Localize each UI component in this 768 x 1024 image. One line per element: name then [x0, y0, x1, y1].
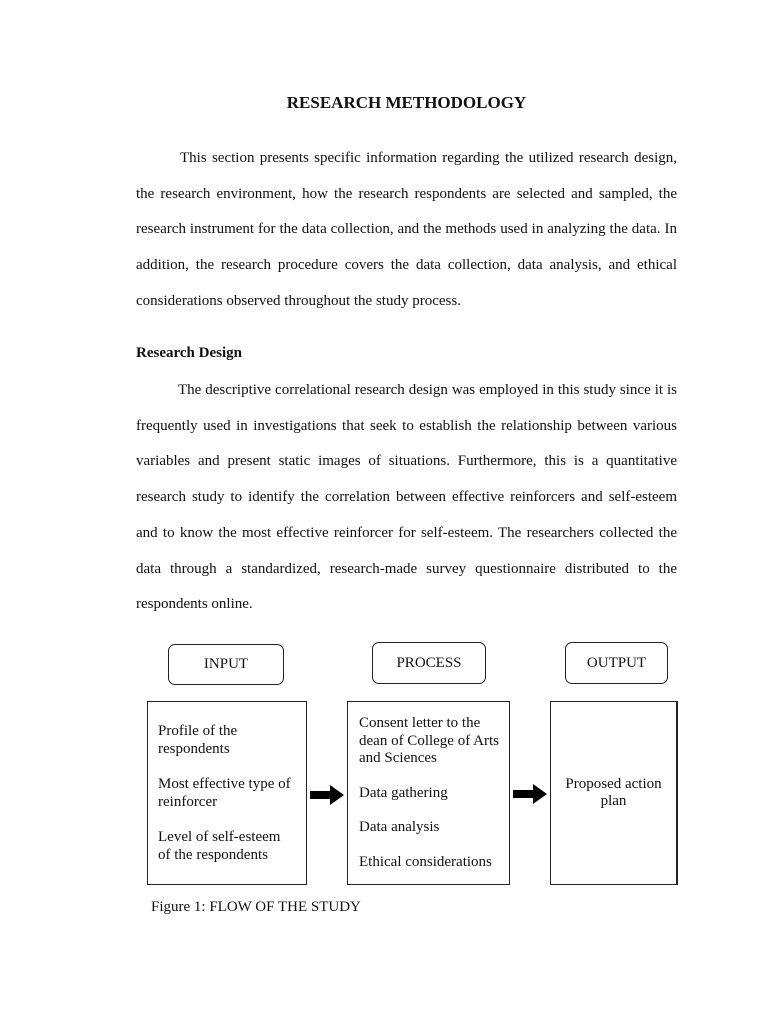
- process-item: Data gathering: [359, 784, 448, 801]
- process-item: Consent letter to the dean of College of Arts and Sciences: [359, 715, 499, 766]
- process-item: Ethical considerations: [359, 853, 492, 870]
- process-item: Data analysis: [359, 819, 440, 835]
- intro-paragraph: This section presents specific information regarding the utilized research design, the research environment, how the research respondents are selected and sampled, the research instrument for the data collection, and the methods used in analyzing the data. In addition, the research procedure covers the data collection, data analysis, and ethical considerations observed throughout the study process.: [136, 150, 677, 309]
- page-title: RESEARCH METHODOLOGY: [286, 93, 527, 112]
- right-arrow-icon: [513, 784, 547, 804]
- output-label: OUTPUT: [586, 654, 647, 671]
- input-label: INPUT: [203, 656, 249, 672]
- input-item: Level of self-esteem of the respondents: [158, 829, 281, 863]
- process-label-box: [372, 642, 486, 684]
- section-heading-research-design: Research Design: [136, 345, 242, 361]
- research-design-paragraph: The descriptive correlational research design was employed in this study since it is frequently used in investigations that seek to establish the relationship between various variables and present static images of situations. Furthermore, this is a quantitative research study to identify the correlation between effective reinforcers and self-esteem and to know the most effective reinforcer for self-esteem. The researchers collected the data through a standardized, research-made survey questionnaire distributed to the respondents online.: [136, 382, 677, 613]
- input-content-box: [147, 701, 307, 885]
- input-label-box: [168, 644, 284, 685]
- input-item: Profile of the respondents: [158, 723, 238, 757]
- figure-caption: Figure 1: FLOW OF THE STUDY: [151, 899, 361, 915]
- output-label-box: [565, 642, 668, 684]
- output-content-box: [550, 701, 678, 885]
- process-content-box: [347, 701, 510, 885]
- right-arrow-icon: [310, 785, 344, 805]
- output-text: Proposed action plan: [565, 775, 662, 809]
- input-item: Most effective type of reinforcer: [158, 776, 291, 810]
- process-label: PROCESS: [396, 654, 462, 671]
